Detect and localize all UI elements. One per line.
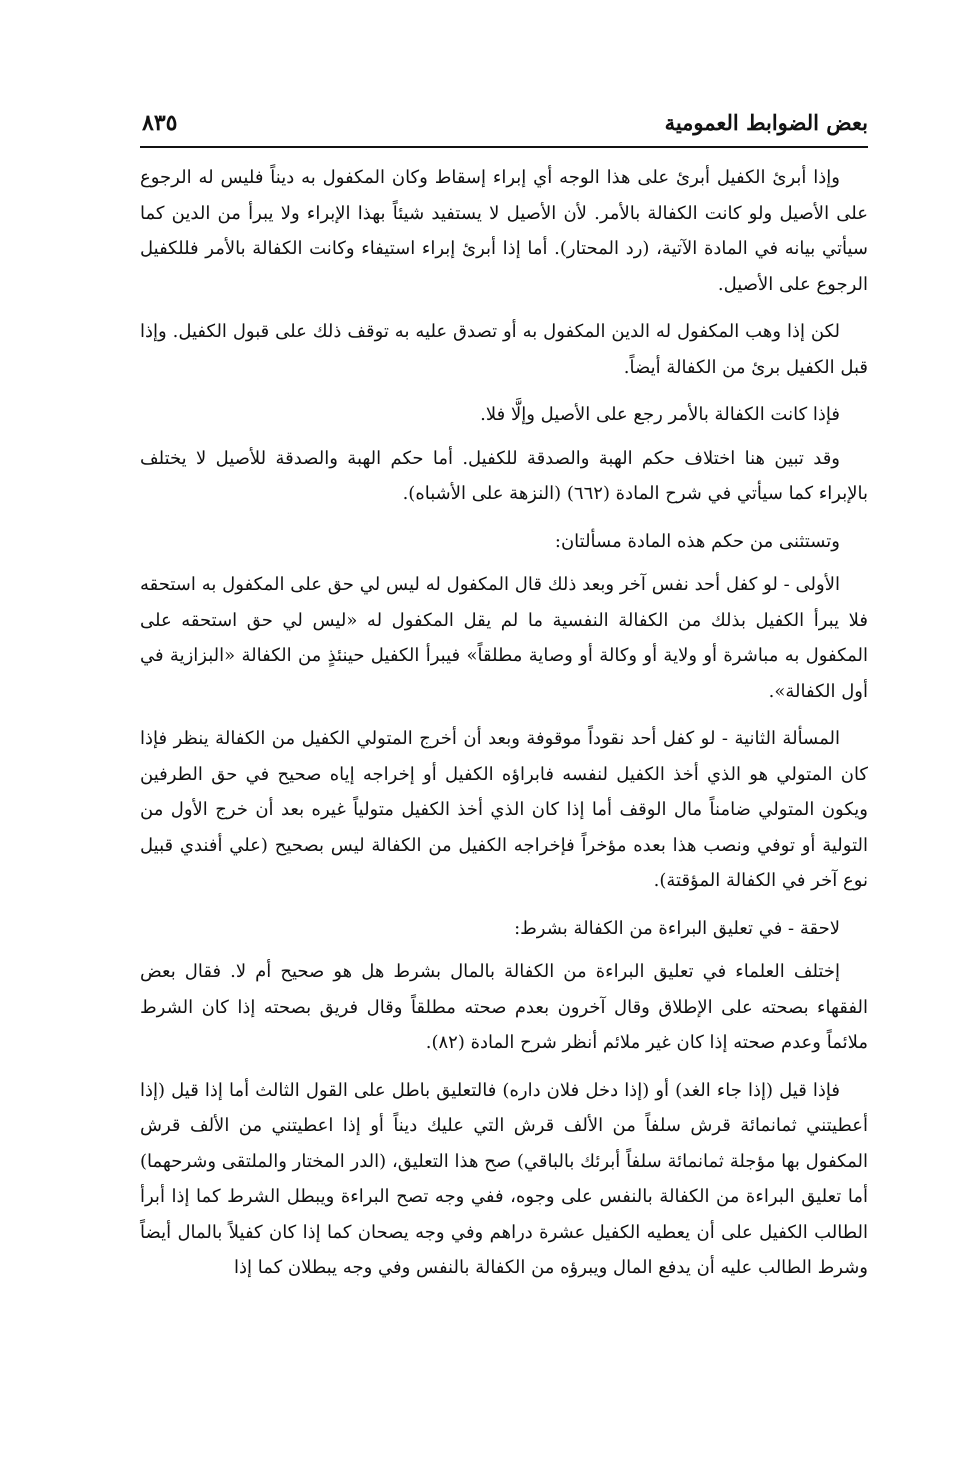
paragraph: فإذا كانت الكفالة بالأمر رجع على الأصيل وإلَّا فلا. (480, 404, 840, 425)
paragraph: وإذا أبرئ الكفيل أبرئ على هذا الوجه أي إبراء إسقاط وكان المكفول به ديناً فليس له الرجوع على الأصيل ولو كانت الكفالة بالأمر. لأن الأصيل لا يستفيد شيئاً بهذا الإبراء ولا يبرأ من الدين كما سيأتي بيانه في المادة الآتية، (رد المحتار). أما إذا أبرئ إبراء استيفاء وكانت الكفالة بالأمر فللكفيل الرجوع على الأصيل. (140, 167, 868, 295)
paragraph: إختلف العلماء في تعليق البراءة من الكفالة بالمال بشرط هل هو صحيح أم لا. فقال بعض الفقهاء بصحته على الإطلاق وقال آخرون بعدم صحته مطلقاً وقال فريق بصحته إذا كان الشرط ملائماً وعدم صحته إذا كان غير ملائم أنظر شرح المادة (٨٢). (140, 961, 868, 1053)
page-number: ٨٣٥ (142, 110, 178, 136)
paragraph: فإذا قيل (إذا جاء الغد) أو (إذا دخل فلان داره) فالتعليق باطل على القول الثالث أما إذا قيل (إذا أعطيتني ثمانمائة قرش سلفاً من الألف قرش التي عليك ديناً أو إذا اعطيتني من الألف قرش المكفول بها مؤجلة ثمانمائة سلفاً أبرئك بالباقي) صح هذا التعليق، (الدر المختار والملتقى وشرحهما) أما تعليق البراءة من الكفالة بالنفس على وجوه، ففي وجه تصح البراءة ويبطل الشرط كما إذا أبرأ الطالب الكفيل على أن يعطيه الكفيل عشرة دراهم وفي وجه يصحان كما إذا كان كفيلاً بالمال أيضاً وشرط الطالب عليه أن يدفع المال ويبرؤه من الكفالة بالنفس وفي وجه يبطلان كما إذا (140, 1079, 868, 1278)
page-body (140, 160, 868, 1298)
paragraph: المسألة الثانية - لو كفل أحد نقوداً موقوفة وبعد أن أخرج المتولي الكفيل من الكفالة ينظر فإذا كان المتولي هو الذي أخذ الكفيل لنفسه فابراؤه الكفيل أو إخراجه إياه صحيح في حق الطرفين ويكون المتولي ضامناً مال الوقف أما إذا كان الذي أخذ الكفيل متولياً غيره بعد أن خرج الأول من التولية أو توفي ونصب هذا بعده مؤخراً فإخراجه الكفيل من الكفالة ليس بصحيح (علي أفندي قبيل نوع آخر في الكفالة المؤقتة). (140, 728, 868, 891)
paragraph: لكن إذا وهب المكفول له الدين المكفول به أو تصدق عليه به توقف ذلك على قبول الكفيل. وإذا قبل الكفيل برئ من الكفالة أيضاً. (140, 321, 868, 378)
running-title: بعض الضوابط العمومية (664, 110, 868, 135)
paragraph: وتستثنى من حكم هذه المادة مسألتان: (554, 530, 840, 552)
paragraph: الأولى - لو كفل أحد نفس آخر وبعد ذلك قال المكفول له ليس لي حق على المكفول به استحقه فلا يبرأ الكفيل بذلك من الكفالة النفسية ما لم يقل المكفول له «ليس لي حق استحقه على المكفول به مباشرة أو ولاية أو وكالة أو وصاية مطلقاً» فيبرأ الكفيل حينئذٍ من الكفالة «البزازية في أول الكفالة». (140, 574, 868, 702)
page-header (140, 110, 868, 146)
paragraph: لاحقة - في تعليق البراءة من الكفالة بشرط: (514, 917, 840, 939)
paragraph: وقد تبين هنا اختلاف حكم الهبة والصدقة للكفيل. أما حكم الهبة والصدقة للأصيل لا يختلف بالإبراء كما سيأتي في شرح المادة (٦٦٢) (النزهة على الأشباه). (140, 447, 868, 504)
header-rule (140, 146, 868, 148)
